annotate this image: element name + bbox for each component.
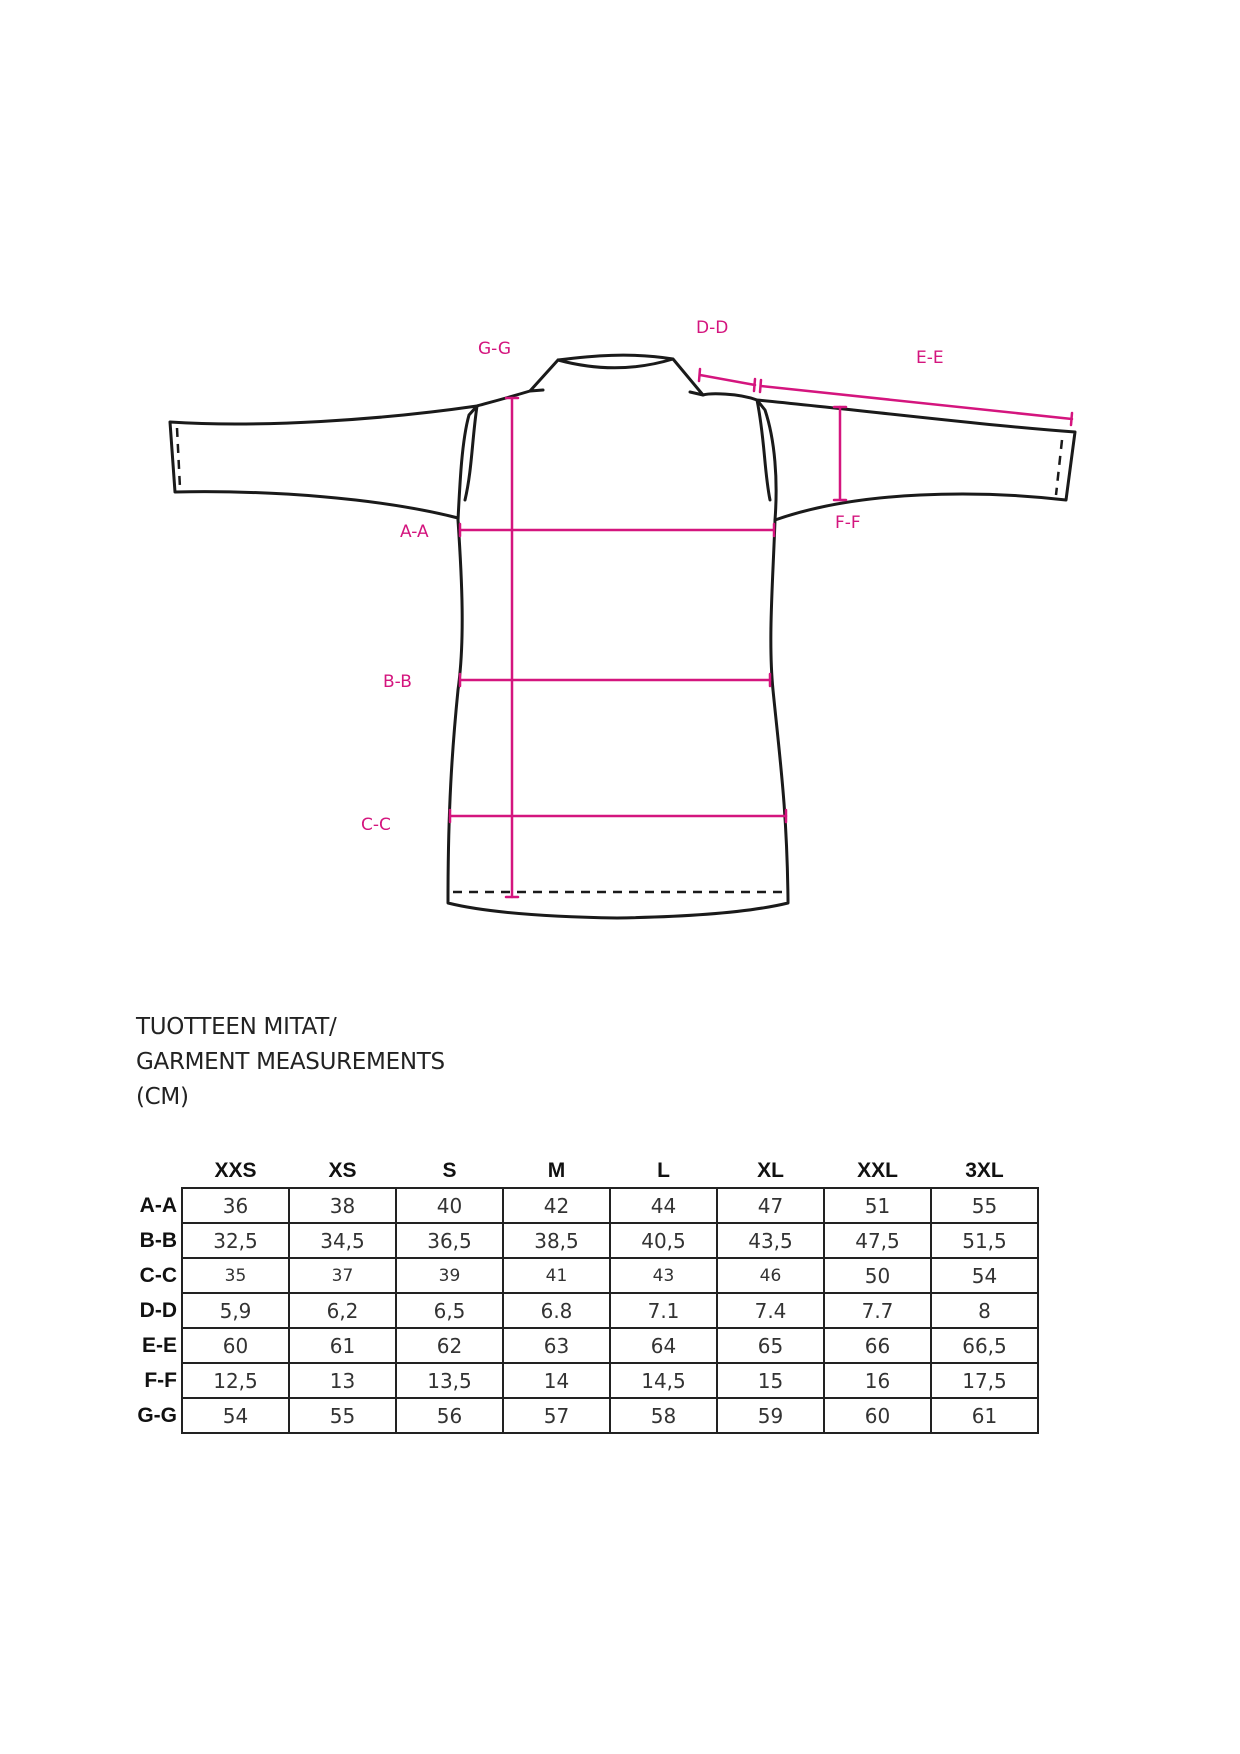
table-cell: 55 [289, 1398, 396, 1433]
row-label: D-D [139, 1298, 177, 1322]
table-cell: 6,5 [396, 1293, 503, 1328]
table-cell: 61 [289, 1328, 396, 1363]
table-cell: 5,9 [182, 1293, 289, 1328]
table-cell: 8 [931, 1293, 1038, 1328]
table-cell: 47,5 [824, 1223, 931, 1258]
table-cell: 63 [503, 1328, 610, 1363]
table-cell: 43,5 [717, 1223, 824, 1258]
table-cell: 16 [824, 1363, 931, 1398]
label-c-c: C-C [361, 815, 391, 835]
table-cell: 13,5 [396, 1363, 503, 1398]
size-header: L [657, 1159, 670, 1182]
table-cell: 58 [610, 1398, 717, 1433]
table-cell: 38,5 [503, 1223, 610, 1258]
row-label: C-C [139, 1263, 177, 1287]
table-cell: 35 [182, 1258, 289, 1293]
size-header: XXL [857, 1159, 898, 1182]
table-cell: 55 [931, 1188, 1038, 1223]
table-cell: 15 [717, 1363, 824, 1398]
table-cell: 54 [931, 1258, 1038, 1293]
garment-outline [170, 355, 1075, 918]
table-cell: 6.8 [503, 1293, 610, 1328]
collar-outline [530, 355, 703, 395]
label-e-e: E-E [916, 348, 944, 368]
table-cell: 7.7 [824, 1293, 931, 1328]
label-g-g: G-G [478, 339, 512, 359]
table-corner [120, 1155, 182, 1188]
table-cell: 17,5 [931, 1363, 1038, 1398]
size-table [120, 1155, 1039, 1434]
right-sleeve-outline [757, 400, 1075, 520]
table-cell: 62 [396, 1328, 503, 1363]
table-cell: 43 [610, 1258, 717, 1293]
table-cell: 36,5 [396, 1223, 503, 1258]
heading-line-english: GARMENT MEASUREMENTS [136, 1049, 445, 1075]
label-d-d: D-D [696, 318, 729, 338]
size-header: M [547, 1159, 566, 1182]
table-row [120, 1398, 1038, 1433]
label-b-b: B-B [383, 672, 412, 692]
table-cell: 66 [824, 1328, 931, 1363]
table-cell: 51,5 [931, 1223, 1038, 1258]
measure-line-d-d [700, 375, 755, 385]
table-cell: 7.1 [610, 1293, 717, 1328]
table-cell: 60 [182, 1328, 289, 1363]
table-cell: 14,5 [610, 1363, 717, 1398]
hem-dashes [177, 428, 1062, 892]
table-cell: 42 [503, 1188, 610, 1223]
table-cell: 32,5 [182, 1223, 289, 1258]
table-row [120, 1293, 1038, 1328]
table-cell: 39 [396, 1258, 503, 1293]
table-row [120, 1258, 1038, 1293]
table-cell: 61 [931, 1398, 1038, 1433]
heading-line-unit: (CM) [136, 1084, 189, 1110]
size-header: 3XL [965, 1159, 1004, 1182]
table-cell: 56 [396, 1398, 503, 1433]
label-a-a: A-A [400, 522, 429, 542]
size-header: XS [328, 1159, 357, 1182]
table-cell: 34,5 [289, 1223, 396, 1258]
row-label: F-F [144, 1368, 177, 1392]
table-cell: 7.4 [717, 1293, 824, 1328]
body-outline [448, 391, 788, 918]
table-cell: 46 [717, 1258, 824, 1293]
table-cell: 54 [182, 1398, 289, 1433]
size-header: XL [757, 1159, 784, 1182]
table-cell: 50 [824, 1258, 931, 1293]
table-row [120, 1328, 1038, 1363]
row-label: B-B [139, 1228, 177, 1252]
measure-line-e-e [761, 386, 1072, 419]
table-cell: 47 [717, 1188, 824, 1223]
table-row [120, 1188, 1038, 1223]
size-header: S [442, 1159, 457, 1182]
row-label: E-E [141, 1333, 177, 1357]
table-cell: 12,5 [182, 1363, 289, 1398]
table-cell: 41 [503, 1258, 610, 1293]
table-cell: 44 [610, 1188, 717, 1223]
table-cell: 51 [824, 1188, 931, 1223]
table-cell: 36 [182, 1188, 289, 1223]
table-cell: 37 [289, 1258, 396, 1293]
table-cell: 66,5 [931, 1328, 1038, 1363]
row-label: A-A [139, 1193, 177, 1217]
table-cell: 64 [610, 1328, 717, 1363]
table-cell: 6,2 [289, 1293, 396, 1328]
row-label: G-G [137, 1403, 177, 1427]
table-row [120, 1363, 1038, 1398]
table-cell: 60 [824, 1398, 931, 1433]
table-cell: 38 [289, 1188, 396, 1223]
table-cell: 65 [717, 1328, 824, 1363]
size-header: XXS [214, 1159, 257, 1182]
left-sleeve-outline [170, 406, 477, 518]
table-cell: 13 [289, 1363, 396, 1398]
table-cell: 59 [717, 1398, 824, 1433]
heading-line-finnish: TUOTTEEN MITAT/ [136, 1014, 337, 1040]
table-cell: 40,5 [610, 1223, 717, 1258]
table-cell: 57 [503, 1398, 610, 1433]
label-f-f: F-F [835, 513, 861, 533]
table-cell: 40 [396, 1188, 503, 1223]
size-header-row [120, 1155, 1038, 1188]
table-cell: 14 [503, 1363, 610, 1398]
table-row [120, 1223, 1038, 1258]
measurement-lines [450, 369, 1072, 897]
measurements-heading [136, 1010, 445, 1115]
